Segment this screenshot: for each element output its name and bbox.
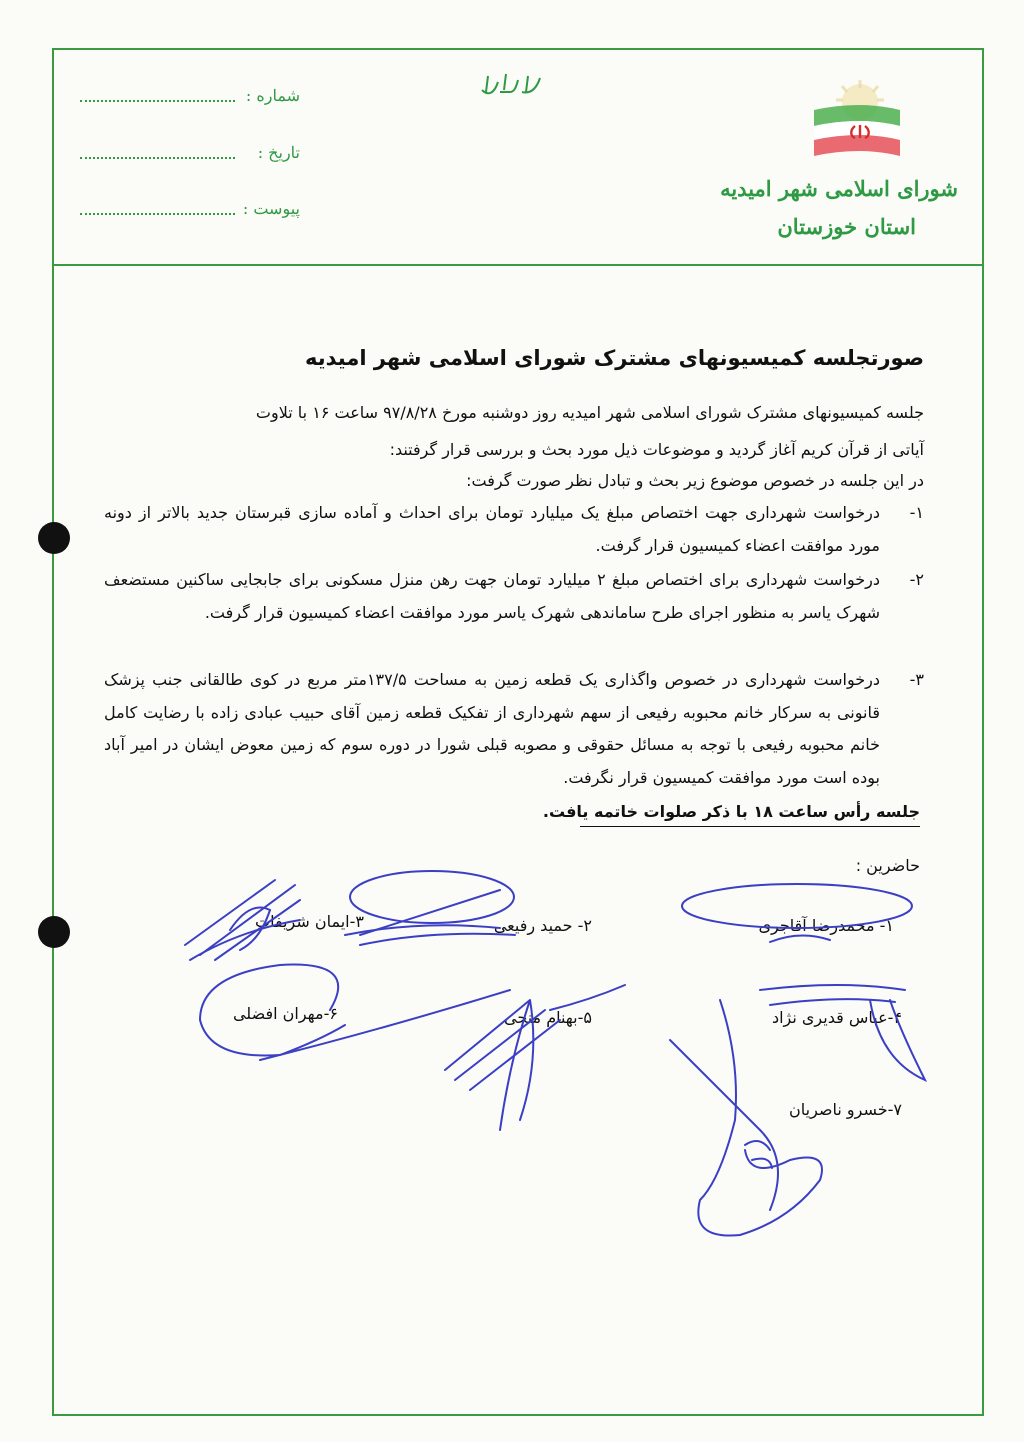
attendee-name: ۴-عباس قدیری نژاد [771,1008,902,1027]
punch-hole-top [38,522,70,554]
document-title: صورتجلسه کمیسیونهای مشترک شورای اسلامی شهر امیدیه [305,346,924,370]
punch-hole-bottom [38,916,70,948]
date-line [80,143,300,173]
intro-line-2: آیاتی از قرآن کریم آغاز گردید و موضوعات ذیل مورد بحث و بررسی قرار گرفتند: [389,440,924,459]
basmala-calligraphy [470,68,550,108]
agenda-item-text: درخواست شهرداری در خصوص واگذاری یک قطعه زمین به مساحت ۱۳۷/۵متر مربع در کوی طالقانی جنب پزشک قانونی به سرکار خانم محبوبه رفیعی از سهم شهرداری از تفکیک قطعه زمین آقای حبیب عبادی زاده با رضایت کامل خانم محبوبه رفیعی با توجه به مسائل حقوقی و مصوبه قبلی شورا در دوره سوم که زمین معوض ایشان در امیر آباد بوده است مورد موافقت کمیسیون قرار نگرفت. [104,670,881,787]
agenda-item-number: ۳- [909,670,924,689]
org-province: استان خوزستان [777,214,916,239]
attachment-line [80,199,300,229]
intro-line-1: جلسه کمیسیونهای مشترک شورای اسلامی شهر امیدیه روز دوشنبه مورخ ۹۷/۸/۲۸ ساعت ۱۶ با تلاوت [255,403,924,422]
attendee-name: ۷-خسرو ناصریان [789,1100,902,1119]
attendee-name: ۳-ایمان شریفات [255,912,364,931]
date-label: تاریخ : [257,143,300,162]
number-label: شماره : [245,86,300,105]
attendee-name: ۵-بهنام منجی [504,1008,592,1027]
header-divider [52,264,984,266]
agenda-item-number: ۲- [909,570,924,589]
attachment-dots [80,213,235,215]
agenda-item-number: ۱- [909,503,924,522]
intro-line-3: در این جلسه در خصوص موضوع زیر بحث و تبادل نظر صورت گرفت: [466,471,924,490]
agenda-item [104,497,924,562]
agenda-item [104,664,924,794]
closing-underline [580,826,920,827]
closing-line: جلسه رأس ساعت ۱۸ با ذکر صلوات خاتمه یافت. [542,802,920,821]
attendee-name: ۲- حمید رفیعی [493,916,592,935]
agenda-item-text: درخواست شهرداری برای اختصاص مبلغ ۲ میلیارد تومان جهت رهن منزل مسکونی برای جابجایی ساکنین مستضعف شهرک یاسر به منظور اجرای طرح ساماندهی شهرک یاسر مورد موافقت اعضاء کمیسیون قرار گرفت. [104,570,880,622]
iran-emblem-icon [800,80,910,180]
agenda-item [104,564,924,629]
agenda-item-text: درخواست شهرداری جهت اختصاص مبلغ یک میلیارد تومان برای احداث و آماده سازی قبرستان جدید بالاتر از دونه مورد موافقت اعضاء کمیسیون قرار گرفت. [104,503,880,555]
date-dots [80,157,235,159]
attendees-label: حاضرین : [855,856,920,875]
number-dots [80,100,235,102]
org-name: شورای اسلامی شهر امیدیه [720,176,958,201]
attendee-name: ۶-مهران افضلی [232,1004,338,1023]
attendee-name: ۱- محمدرضا آقاجری [758,916,894,935]
attachment-label: پیوست : [242,199,300,218]
number-line [80,86,300,116]
